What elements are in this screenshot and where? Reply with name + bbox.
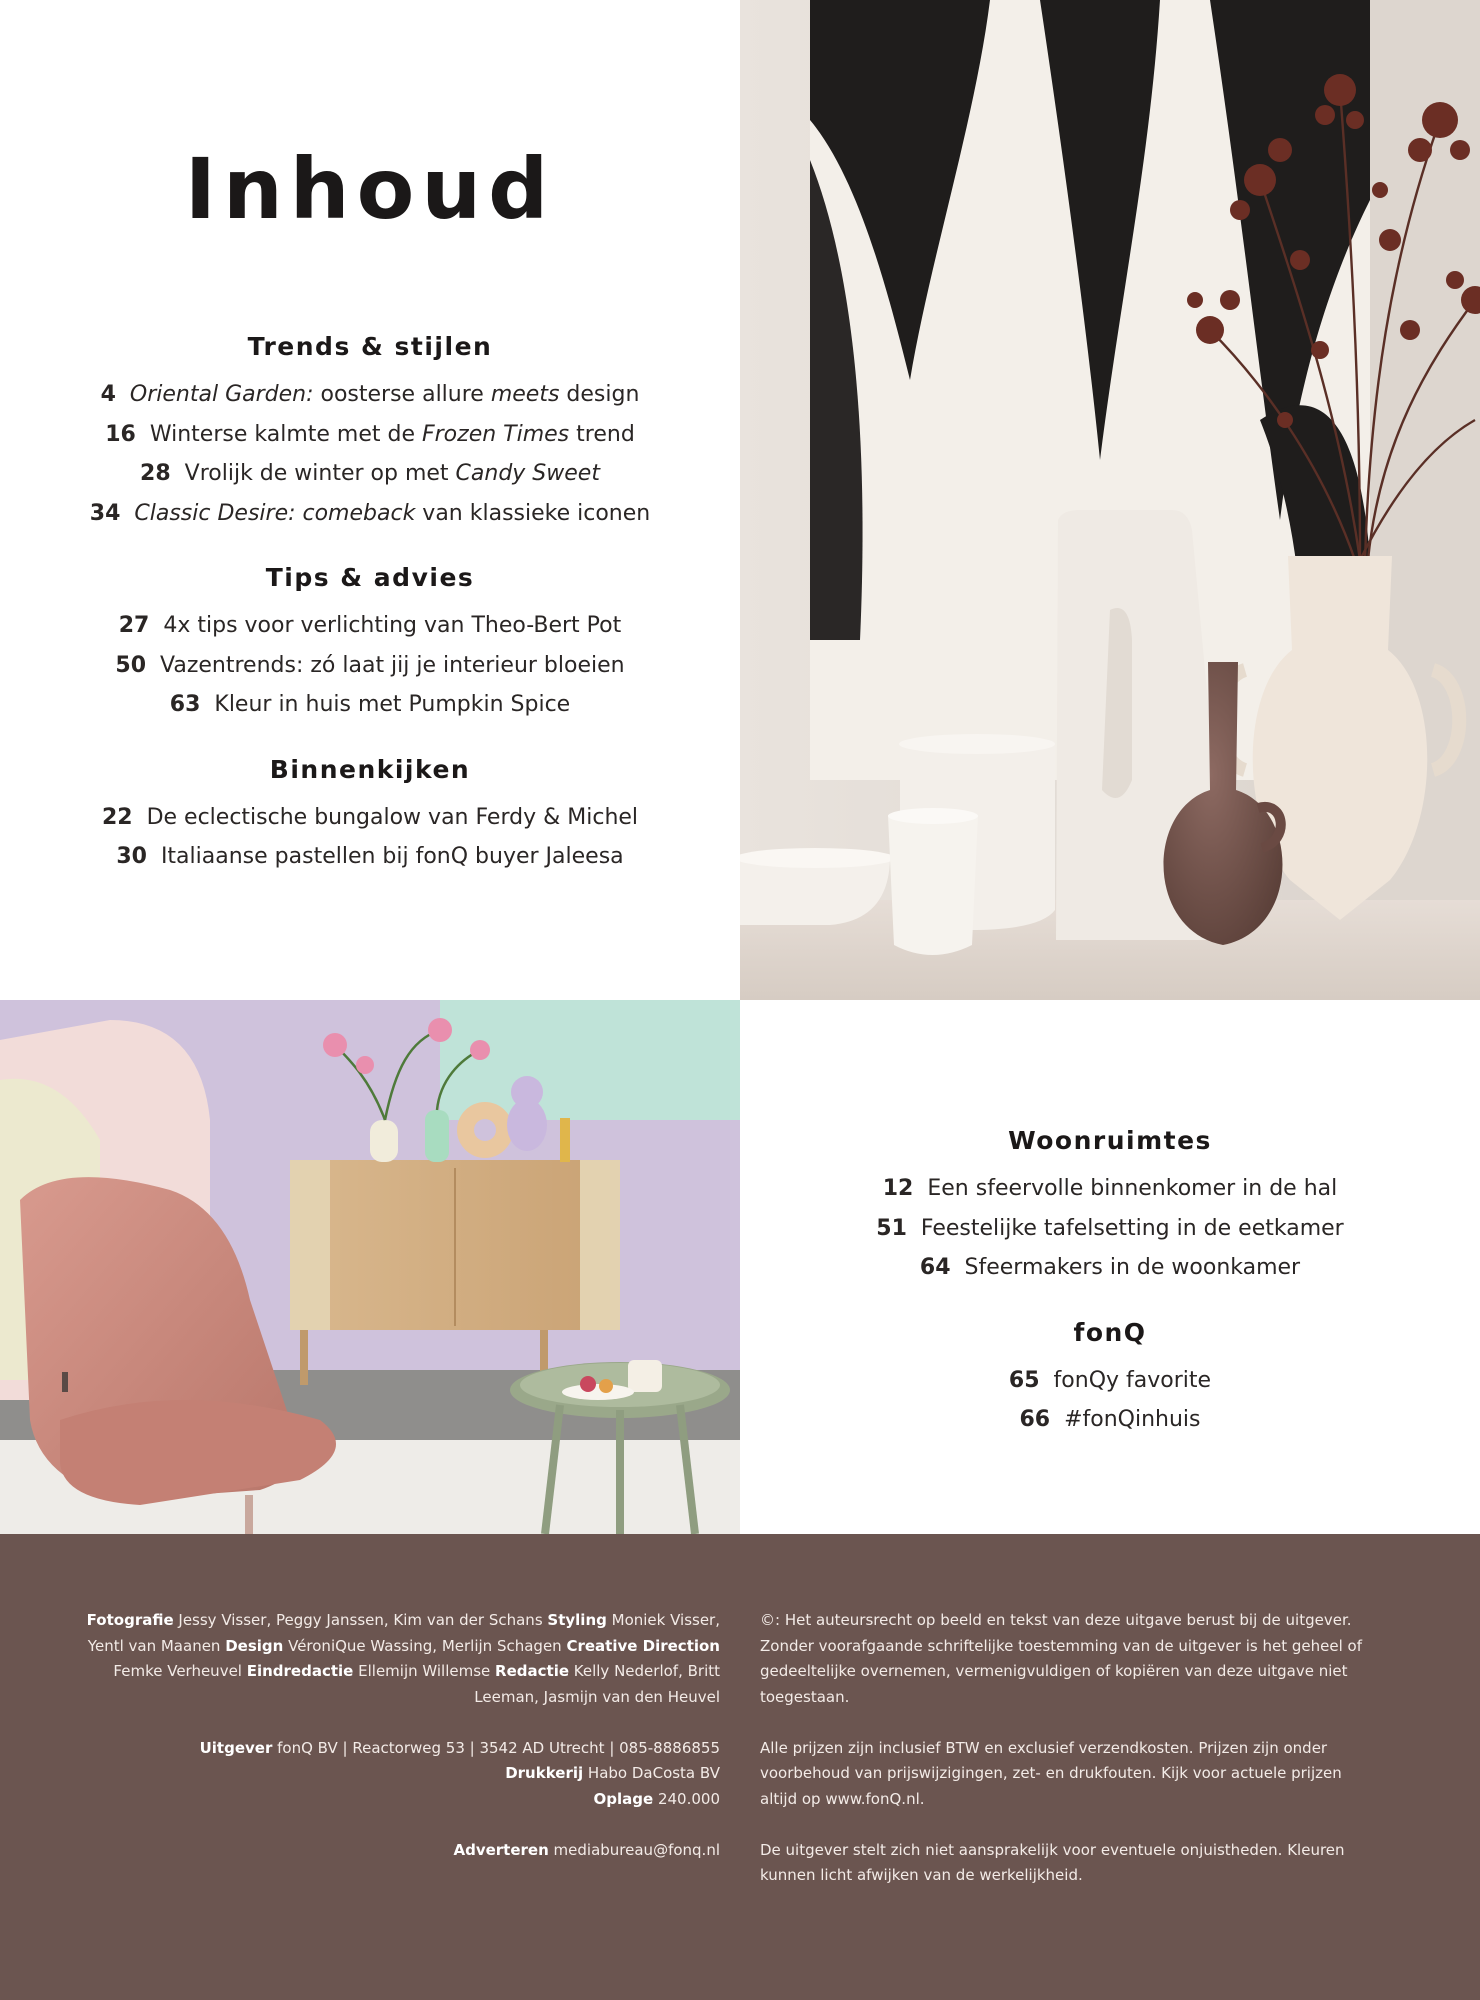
legal-paragraph: ©: Het auteursrecht op beeld en tekst van deze uitgave berust bij de uitgever. Zonder voorafgaande schriftelijke toestemming van de uitgever is het geheel of gedeeltelijke overnemen, vermenigvuldigen of kopiëren van deze uitgave niet toegestaan. [760,1611,1362,1706]
toc-entry-text: Vrolijk de winter op met [184,461,456,486]
toc-entry [0,494,740,534]
chair-photo [0,1000,740,1534]
credit-value: VéroniQue Wassing, Merlijn Schagen [283,1636,567,1655]
toc-entry-text: De eclectische bungalow van Ferdy & Michel [146,804,639,830]
toc-entry-text: design [559,382,640,407]
toc-entry-text: Vazentrends: zó laat jij je interieur bloeien [160,652,625,678]
credit-value: Habo DaCosta BV [583,1764,720,1782]
toc-items [0,375,740,533]
toc-entry-text: van klassieke iconen [415,500,651,526]
section-heading: Woonruimtes [1008,1126,1212,1155]
credit-value: fonQ BV | Reactorweg 53 | 3542 AD Utrecht | 085-8886855 [272,1738,720,1757]
toc-entry-text: Classic Desire: comeback [134,500,416,526]
toc-entry-text: Italiaanse pastellen bij fonQ buyer Jaleesa [160,844,624,869]
toc-entry [0,606,740,646]
toc-page-number: 65 [1008,1367,1040,1393]
section-heading: Binnenkijken [269,754,471,784]
toc-entry-text: trend [569,421,635,447]
credit-label: Eindredactie [246,1662,354,1680]
toc-page-number: 63 [169,692,201,717]
toc-entry-text: #fonQinhuis [1064,1407,1201,1432]
toc-section-tips [0,563,740,725]
toc-items [0,798,740,877]
legal-block [760,1608,1380,1914]
toc-entry-text: Oriental Garden: [129,382,314,407]
credit-label: Fotografie [86,1611,174,1629]
toc-section-binnenkijken [0,755,740,877]
toc-entry [740,1248,1480,1288]
credit-value: Moniek Visser, Yentl van Maanen [87,1611,720,1655]
credit-label: Drukkerij [505,1764,584,1782]
toc-page-number: 4 [100,382,116,407]
toc-entry [740,1361,1480,1401]
toc-page-number: 22 [101,804,133,830]
toc-section-woonruimtes [740,1126,1480,1288]
toc-entry-text: Frozen Times [421,421,570,447]
toc-items [740,1169,1480,1288]
toc-entry-text: fonQy favorite [1053,1367,1212,1393]
toc-entry [0,798,740,838]
section-heading: Tips & advies [265,563,475,592]
toc-page-number: 34 [89,500,121,526]
credit-value: Ellemijn Willemse [353,1662,496,1680]
toc-entry [0,454,740,494]
toc-entry-text: oosterse allure [313,382,491,407]
credit-label: Creative Direction [566,1636,720,1655]
toc-entry [740,1400,1480,1440]
credit-label: Design [225,1636,284,1655]
page-title: Inhoud [184,140,556,238]
credits-block [60,1608,720,1889]
toc-entry [0,685,740,725]
section-heading: Trends & stijlen [247,332,493,361]
toc-section-trends [0,332,740,533]
credit-value: Jessy Visser, Peggy Janssen, Kim van der Schans [173,1611,548,1629]
credit-label: Oplage [593,1789,654,1808]
section-heading: fonQ [1073,1317,1147,1347]
credit-value: Femke Verheuvel [113,1662,247,1680]
toc-page-number: 50 [115,652,147,678]
toc-left-column [0,332,740,907]
vases-photo [740,0,1480,1000]
toc-page-number: 51 [876,1215,907,1241]
toc-entry-text: meets [490,382,560,407]
toc-entry-text: Feestelijke tafelsetting in de eetkamer [920,1215,1344,1241]
toc-entry [0,375,740,415]
toc-items [0,606,740,725]
toc-entry-text: Candy Sweet [455,461,600,486]
credits-paragraph [60,1608,720,1710]
credit-value: Kelly Nederlof, Britt Leeman, Jasmijn van den Heuvel [474,1662,720,1706]
toc-entry-text: Sfeermakers in de woonkamer [964,1255,1301,1280]
toc-page-number: 28 [140,461,171,486]
toc-page-number: 12 [882,1176,914,1201]
credit-label: Redactie [495,1662,570,1680]
credit-label: Uitgever [199,1738,273,1757]
credit-value: mediabureau@fonq.nl [548,1840,720,1859]
toc-entry [0,646,740,686]
legal-paragraph: Alle prijzen zijn inclusief BTW en exclusief verzendkosten. Prijzen zijn onder voorbehoud van prijswijzigingen, zet- en drukfouten. Kijk voor actuele prijzen altijd op www.fonQ.nl. [760,1738,1342,1808]
toc-entry-text: 4x tips voor verlichting van Theo-Bert Pot [163,613,622,638]
toc-items [740,1361,1480,1440]
toc-right-column [740,1126,1480,1470]
toc-entry [0,837,740,877]
credit-label: Styling [547,1611,607,1629]
toc-entry [0,415,740,455]
toc-entry [740,1169,1480,1209]
toc-entry [740,1209,1480,1249]
credits-paragraph [60,1838,720,1864]
toc-page-number: 27 [118,613,150,638]
toc-page-number: 16 [105,421,136,447]
toc-page-number: 64 [919,1255,951,1280]
credit-label: Adverteren [453,1840,549,1859]
credits-paragraph [60,1736,720,1813]
legal-paragraph: De uitgever stelt zich niet aansprakelijk voor eventuele onjuistheden. Kleuren kunnen licht afwijken van de werkelijkheid. [760,1840,1345,1884]
toc-page-number: 66 [1019,1407,1051,1432]
credit-value: 240.000 [653,1789,720,1808]
colophon-footer [0,1534,1480,2000]
toc-page-number: 30 [116,844,147,869]
toc-section-fonq [740,1318,1480,1440]
toc-entry-text: Winterse kalmte met de [149,421,422,447]
toc-entry-text: Een sfeervolle binnenkomer in de hal [927,1176,1338,1201]
toc-entry-text: Kleur in huis met Pumpkin Spice [214,692,571,717]
